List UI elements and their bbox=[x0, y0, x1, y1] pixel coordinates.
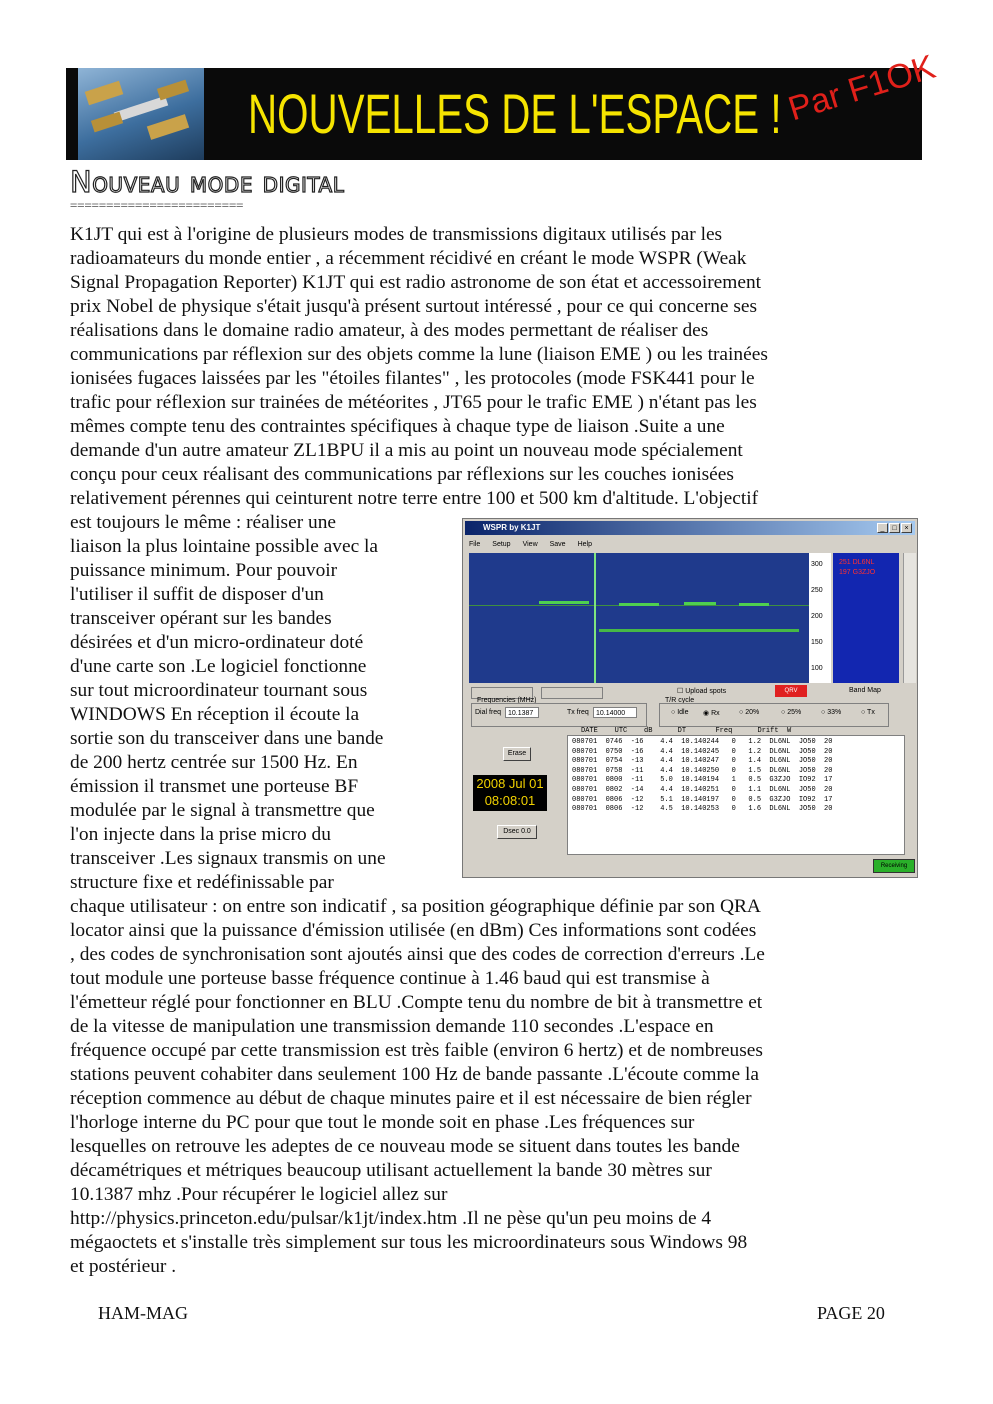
space-station-icon bbox=[78, 68, 204, 160]
article-line: est toujours le même : réaliser une bbox=[70, 512, 336, 533]
status-indicator: Receiving bbox=[873, 859, 915, 873]
article-line: , des codes de synchronisation sont ajoutés ainsi que des codes de correction d'erreurs .Le bbox=[70, 944, 765, 965]
scale-tick: 300 bbox=[811, 561, 823, 568]
signal-trace bbox=[599, 629, 799, 632]
tr-option-idle: ○ Idle bbox=[671, 709, 689, 716]
article-line: lesquelles on retrouve les adeptes de ce nouveau mode se situent dans toutes les bande bbox=[70, 1136, 740, 1157]
article-line: liaison la plus lointaine possible avec la bbox=[70, 536, 379, 557]
article-line: décamétriques et métriques beaucoup utilisant actuellement la bande 30 mètres sur bbox=[70, 1160, 712, 1181]
decode-row: 080701 0754 -13 4.4 10.140247 0 1.4 DL6NL JO50 20 bbox=[572, 757, 833, 766]
article-line: Signal Propagation Reporter) K1JT qui est radio astronome de son état et accessoirement bbox=[70, 272, 762, 293]
article-line: de 200 hertz centrée sur 1500 Hz. En bbox=[70, 752, 358, 773]
article-line: ionisées fugaces laissées par les "étoiles filantes" , les protocoles (mode FSK441 pour le bbox=[70, 368, 755, 389]
article-line: communications par réflexion sur des objets comme la lune (liaison EME ) ou les trainées bbox=[70, 344, 768, 365]
space-station-photo bbox=[78, 68, 204, 160]
heading-underline: ======================== bbox=[70, 198, 244, 212]
menu-setup: Setup bbox=[492, 541, 511, 548]
article-line: locator ainsi que la puissance d'émission utilisée (en dBm) Ces informations sont codées bbox=[70, 920, 757, 941]
article-line: prix Nobel de physique s'était jusqu'à présent surtout intéressé , pour ce qui concerne ses bbox=[70, 296, 758, 317]
menu-save: Save bbox=[549, 541, 566, 548]
tr-option-25: ○ 25% bbox=[781, 709, 802, 716]
article-line: réalisations dans le domaine radio amateur, à des modes permettant de réaliser des bbox=[70, 320, 709, 341]
tr-cycle-group bbox=[659, 703, 889, 727]
window-title: WSPR by K1JT bbox=[483, 523, 541, 532]
article-line: et postérieur . bbox=[70, 1256, 177, 1277]
decode-list bbox=[567, 735, 905, 855]
article-line: K1JT qui est à l'origine de plusieurs modes de transmissions digitaux utilisés par les bbox=[70, 224, 723, 245]
decode-row: 080701 0800 -11 5.0 10.140194 1 0.5 G3ZJO IO92 17 bbox=[572, 776, 833, 785]
article-line: trafic pour réflexion sur trainées de météorites , JT65 pour le trafic EME ) n'étant pas les bbox=[70, 392, 757, 413]
clock-date: 2008 Jul 01 bbox=[476, 776, 544, 791]
article-line: chaque utilisateur : on entre son indicatif , sa position géographique définie par son QRA bbox=[70, 896, 761, 917]
decode-header: DATE UTC dB DT Freq Drift W bbox=[581, 727, 792, 735]
tr-option-33: ○ 33% bbox=[821, 709, 842, 716]
article-heading: Nouveau mode digital bbox=[70, 165, 345, 199]
article-line: l'on injecte dans la prise micro du bbox=[70, 824, 331, 845]
scale-tick: 150 bbox=[811, 639, 823, 646]
article-line: relativement pérennes qui ceinturent notre terre entre 100 et 500 km d'altitude. L'objectif bbox=[70, 488, 759, 509]
waterfall-display bbox=[469, 553, 809, 683]
maximize-icon: □ bbox=[889, 523, 900, 533]
clock-time: 08:08:01 bbox=[484, 793, 536, 808]
article-line: conçu pour ceux réalisant des communications par réflexions sur les couches ionisées bbox=[70, 464, 734, 485]
article-line: sortie son du transceiver dans une bande bbox=[70, 728, 384, 749]
callsign-entry: 251 DL6NL bbox=[839, 559, 875, 566]
tx-freq-label: Tx freq bbox=[567, 709, 589, 716]
menu-view: View bbox=[522, 541, 538, 548]
decode-row: 080701 0750 -16 4.4 10.140245 0 1.2 DL6NL JO50 20 bbox=[572, 747, 833, 756]
banner-author: Par F1OK bbox=[784, 47, 940, 129]
waterfall-scrollbar bbox=[903, 553, 916, 683]
banner-title: NOUVELLES DE L'ESPACE ! bbox=[248, 82, 782, 145]
band-map-label: Band Map bbox=[849, 687, 881, 694]
article-line: d'une carte son .Le logiciel fonctionne bbox=[70, 656, 367, 677]
article-line: transceiver opérant sur les bandes bbox=[70, 608, 332, 629]
qrv-button: QRV bbox=[775, 685, 807, 697]
signal-trace bbox=[539, 601, 589, 604]
article-line: fréquence occupé par cette transmission est très faible (environ 6 hertz) et de nombreuses bbox=[70, 1040, 763, 1061]
tr-cycle-label: T/R cycle bbox=[665, 697, 695, 704]
callsign-panel bbox=[833, 553, 899, 683]
tr-option-20: ○ 20% bbox=[739, 709, 760, 716]
article-line: modulée par le signal à transmettre que bbox=[70, 800, 375, 821]
callsign-entry: 197 G3ZJO bbox=[839, 569, 876, 576]
scale-tick: 100 bbox=[811, 665, 823, 672]
article-line: puissance minimum. Pour pouvoir bbox=[70, 560, 338, 581]
article-line: désirées et d'un micro-ordinateur doté bbox=[70, 632, 364, 653]
article-line: sur tout microordinateur tournant sous bbox=[70, 680, 368, 701]
scale-tick: 200 bbox=[811, 613, 823, 620]
level-box bbox=[541, 687, 603, 699]
frequencies-label: Frequencies (MHz) bbox=[477, 697, 537, 704]
article-line: radioamateurs du monde entier , a récemment récidivé en créant le mode WSPR (Weak bbox=[70, 248, 747, 269]
article-line: mégaoctets et s'installe très simplement sur tous les microordinateurs sous Windows 98 bbox=[70, 1232, 748, 1253]
signal-trace bbox=[739, 603, 769, 606]
header-banner bbox=[66, 47, 940, 160]
menu-bar bbox=[469, 541, 592, 548]
decode-row: 080701 0758 -11 4.4 10.140250 0 1.5 DL6NL JO50 20 bbox=[572, 766, 833, 775]
decode-row: 080701 0806 -12 4.5 10.140253 0 1.6 DL6NL JO50 20 bbox=[572, 805, 833, 814]
close-icon: × bbox=[901, 523, 912, 533]
tr-option-tx: ○ Tx bbox=[861, 709, 875, 716]
article-line: émission il transmet une porteuse BF bbox=[70, 776, 359, 797]
upload-spots-label: ☐ Upload spots bbox=[677, 688, 727, 695]
article-line: l'utiliser il suffit de disposer d'un bbox=[70, 584, 324, 605]
footer-publication: HAM-MAG bbox=[98, 1303, 188, 1323]
erase-button: Erase bbox=[503, 747, 531, 761]
article-line: tout module une porteuse basse fréquence continue à 1.46 baud qui est transmise à bbox=[70, 968, 710, 989]
frequency-scale bbox=[809, 553, 831, 683]
decode-row: 080701 0746 -16 4.4 10.140244 0 1.2 DL6NL JO50 20 bbox=[572, 738, 833, 746]
article-line: l'horloge interne du PC pour que tout le monde soit en phase .Les fréquences sur bbox=[70, 1112, 695, 1133]
minimize-icon: _ bbox=[877, 523, 888, 533]
article-line: mêmes compte tenu des contraintes spécifiques à chaque type de liaison .Suite a une bbox=[70, 416, 725, 437]
dsec-button: Dsec 0.0 bbox=[497, 825, 537, 839]
article-line: stations peuvent cohabiter dans seulement 100 Hz de bande passante .L'écoute comme la bbox=[70, 1064, 759, 1085]
footer-page-number: PAGE 20 bbox=[817, 1303, 885, 1323]
article-line: réception commence au début de chaque minutes paire et il est nécessaire de bien régler bbox=[70, 1088, 752, 1109]
menu-help: Help bbox=[577, 541, 592, 548]
dial-freq-label: Dial freq bbox=[475, 709, 502, 716]
scale-tick: 250 bbox=[811, 587, 823, 594]
article-line: structure fixe et redéfinissable par bbox=[70, 872, 334, 893]
decode-row: 080701 0802 -14 4.4 10.140251 0 1.1 DL6NL JO50 20 bbox=[572, 785, 833, 794]
signal-trace bbox=[619, 603, 659, 606]
tx-freq-field: 10.14000 bbox=[593, 707, 637, 718]
signal-trace bbox=[684, 602, 716, 605]
article-line: 10.1387 mhz .Pour récupérer le logiciel allez sur bbox=[70, 1184, 448, 1205]
window-titlebar bbox=[465, 521, 915, 535]
wspr-screenshot bbox=[462, 518, 918, 878]
article-line: http://physics.princeton.edu/pulsar/k1jt/index.htm .Il ne pèse qu'un peu moins de 4 bbox=[70, 1208, 712, 1229]
article-line: l'émetteur réglé pour fonctionner en BLU .Compte tenu du nombre de bit à transmettre et bbox=[70, 992, 763, 1013]
signal-trace bbox=[594, 553, 596, 683]
article-line: de la vitesse de manipulation une transmission demande 110 secondes .L'espace en bbox=[70, 1016, 714, 1037]
dial-freq-field: 10.1387 bbox=[505, 707, 539, 718]
article-line: demande d'un autre amateur ZL1BPU il a mis au point un nouveau mode spécialement bbox=[70, 440, 743, 461]
tr-option-rx: ◉ Rx bbox=[703, 710, 720, 717]
article-line: WINDOWS En réception il écoute la bbox=[70, 704, 360, 725]
menu-file: File bbox=[469, 541, 481, 548]
utc-clock bbox=[473, 775, 547, 811]
article-line: transceiver .Les signaux transmis on une bbox=[70, 848, 386, 869]
decode-row: 080701 0806 -12 5.1 10.140197 0 0.5 G3ZJO IO92 17 bbox=[572, 795, 833, 804]
